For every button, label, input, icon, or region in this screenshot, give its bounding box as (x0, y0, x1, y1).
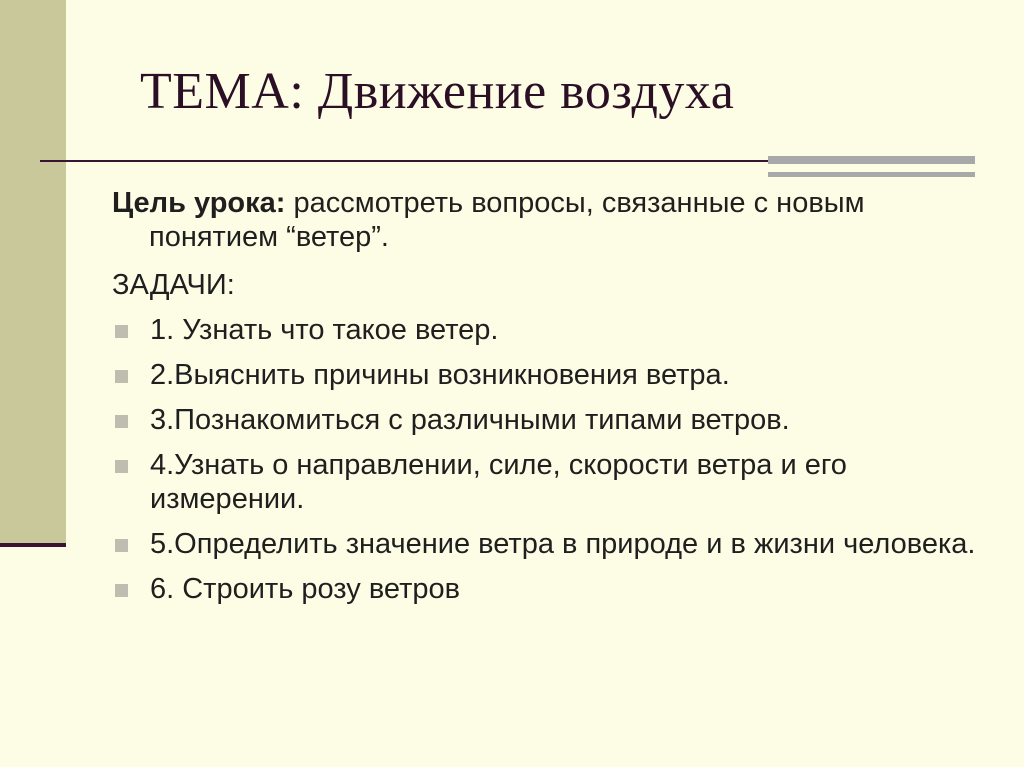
tasks-heading: ЗАДАЧИ: (112, 269, 235, 301)
slide-title: ТЕМА: Движение воздуха (140, 63, 735, 120)
task-item (112, 527, 992, 561)
lesson-goal (112, 186, 992, 254)
task-item (112, 313, 992, 347)
lesson-goal-text: рассмотреть вопросы, связанные с новым понятием “ветер”. (149, 187, 865, 253)
title-divider-accent-top (768, 156, 975, 164)
square-bullet-icon (115, 370, 128, 383)
square-bullet-icon (115, 539, 128, 552)
task-item (112, 572, 992, 606)
left-band-divider (0, 543, 66, 547)
title-divider-accent-bottom (768, 172, 975, 177)
square-bullet-icon (115, 460, 128, 473)
lesson-goal-label: Цель урока: (112, 187, 286, 219)
task-item (112, 403, 992, 437)
task-text: 5.Определить значение ветра в природе и в жизни человека. (150, 528, 976, 560)
task-text: 2.Выяснить причины возникновения ветра. (150, 359, 730, 391)
task-item (112, 358, 992, 392)
task-text: 1. Узнать что такое ветер. (150, 314, 499, 346)
task-item (112, 448, 992, 516)
task-text: 3.Познакомиться с различными типами ветров. (150, 404, 790, 436)
square-bullet-icon (115, 325, 128, 338)
square-bullet-icon (115, 584, 128, 597)
task-text: 6. Строить розу ветров (150, 573, 461, 605)
square-bullet-icon (115, 415, 128, 428)
left-decorative-band (0, 0, 66, 546)
slide-body (112, 186, 992, 606)
task-text: 4.Узнать о направлении, силе, скорости ветра и его измерении. (150, 449, 847, 515)
